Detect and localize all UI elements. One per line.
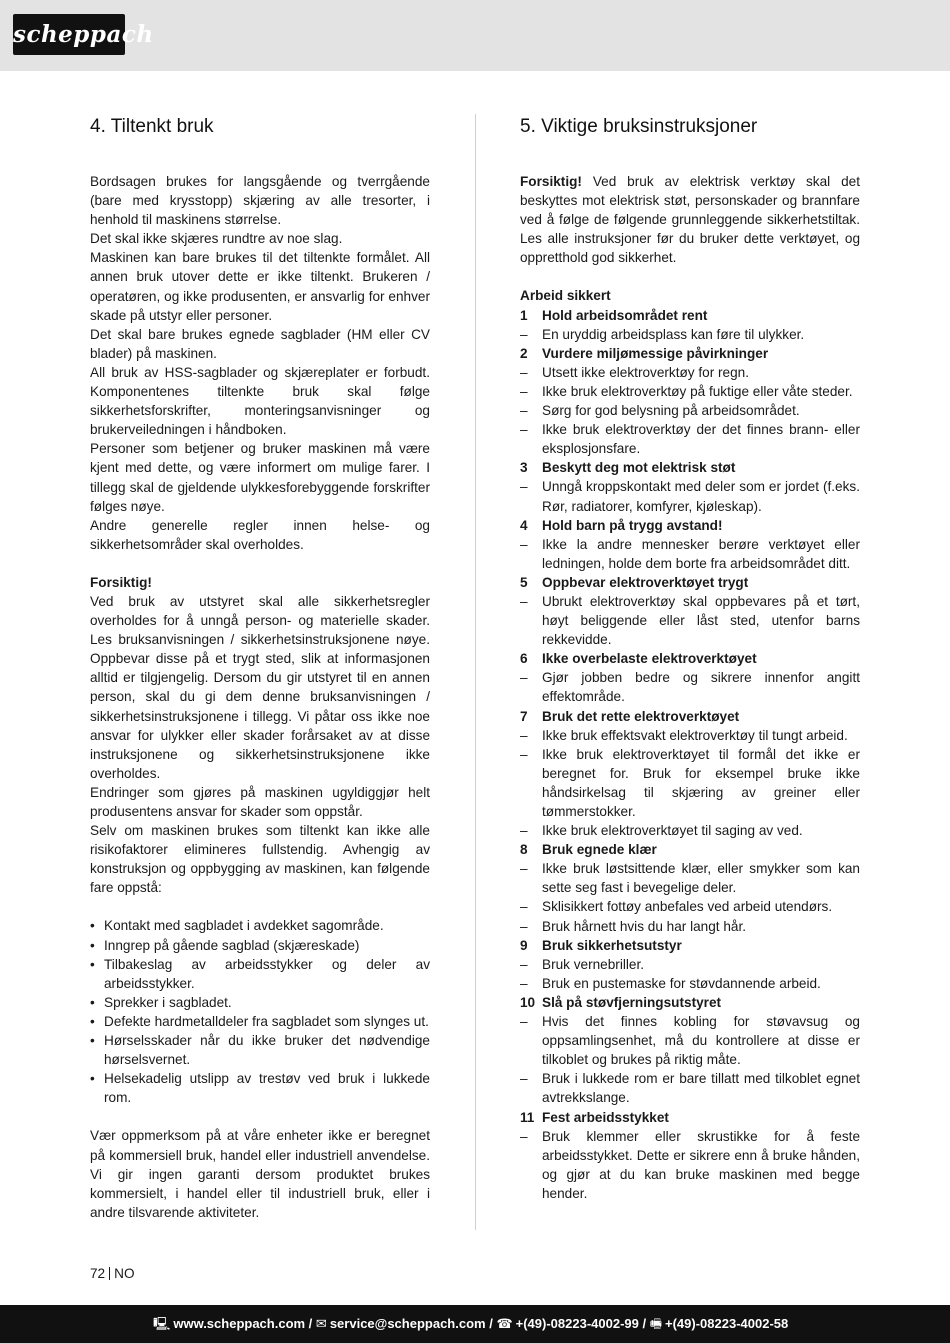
- hazard-item: • Sprekker i sagbladet.: [90, 993, 430, 1012]
- page-number-value: 72: [90, 1266, 106, 1281]
- instruction-heading: [520, 707, 860, 726]
- intro-paragraph: Andre generelle regler innen helse- og sikkerhetsområder skal overholdes.: [90, 517, 430, 552]
- instruction-item-text: Ikke bruk elektroverktøyet til formål det ikke er beregnet for. Bruk for eksempel bruke ikke håndsirkelsag til skjæring av greiner eller tømmerstokker.: [542, 746, 860, 819]
- page-separator: [109, 1267, 110, 1280]
- instruction-item-text: Utsett ikke elektroverktøy for regn.: [542, 364, 749, 380]
- instruction-title: Hold arbeidsområdet rent: [542, 307, 708, 323]
- instruction-item-text: Bruk i lukkede rom er bare tillatt med tilkoblet egnet avtrekkslange.: [542, 1071, 860, 1106]
- instruction-item-text: Bruk vernebriller.: [542, 956, 644, 972]
- footer-email[interactable]: service@scheppach.com /: [329, 1316, 493, 1331]
- phone-icon: ☎: [496, 1316, 513, 1331]
- instruction-item-text: Ikke bruk elektroverktøy på fuktige eller våte steder.: [542, 383, 853, 399]
- fax-icon: 🖷: [649, 1316, 662, 1331]
- instruction-item-text: Ikke bruk løstsittende klær, eller smykker som kan sette seg fast i bevegelige deler.: [542, 861, 860, 896]
- caution-paragraph: Endringer som gjøres på maskinen ugyldiggjør helt produsentens ansvar for skader som oppstår.: [90, 784, 430, 819]
- instruction-title: Bruk egnede klær: [542, 842, 657, 858]
- instruction-title: Bruk sikkerhetsutstyr: [542, 937, 682, 953]
- instruction-heading: [520, 840, 860, 859]
- instruction-item: – Sklisikkert fottøy anbefales ved arbeid utendørs.: [520, 897, 860, 916]
- caution-paragraph: Ved bruk av utstyret skal alle sikkerhetsregler overholdes for å unngå person- og materielle skader. Les bruksanvisningen / sikkerhetsinstruksjonene nøye. Oppbevar disse på et trygt sted, slik at informasjonen alltid er tilgjengelig. Dersom du gir utstyret til en annen person, skal du gi dem denne bruksanvisningen / sikkerhetsinstruksjonene i tillegg. Vi påtar oss ikke noe ansvar for ulykker eller skader forårsaket av at disse instruksjonene og sikkerhetsinstruksjonene ikke overholdes.: [90, 593, 430, 781]
- page-language: NO: [114, 1266, 135, 1281]
- closing-paragraph: Vær oppmerksom på at våre enheter ikke er beregnet på kommersiell bruk, handel eller industriell anvendelse. Vi gir ingen garanti dersom produktet brukes kommersielt, i handel eller til industriell bruk, eller i andre tilsvarende aktiviteter.: [90, 1128, 430, 1220]
- instruction-number: 4: [520, 517, 528, 533]
- instruction-heading: [520, 649, 860, 668]
- page-number: [90, 1265, 135, 1283]
- instruction-number: 1: [520, 307, 528, 323]
- work-safely-heading: Arbeid sikkert: [520, 288, 611, 304]
- hazard-item: • Kontakt med sagbladet i avdekket sagområde.: [90, 916, 430, 935]
- instruction-item-text: Hvis det finnes kobling for støvavsug og oppsamlingsenhet, må du kontrollere at disse er tilkoblet og brukes på riktig måte.: [542, 1014, 860, 1068]
- instruction-heading: [520, 936, 860, 955]
- instruction-item-text: Sklisikkert fottøy anbefales ved arbeid utendørs.: [542, 899, 833, 915]
- instruction-item: – Ikke la andre mennesker berøre verktøyet eller ledningen, holde dem borte fra arbeidsområdet ditt.: [520, 535, 860, 573]
- instruction-item: – En uryddig arbeidsplass kan føre til ulykker.: [520, 325, 860, 344]
- instruction-item: – Ikke bruk løstsittende klær, eller smykker som kan sette seg fast i bevegelige deler.: [520, 859, 860, 897]
- instruction-list: [520, 306, 860, 1203]
- instruction-title: Hold barn på trygg avstand!: [542, 517, 723, 533]
- instruction-number: 9: [520, 937, 528, 953]
- computer-icon: 🖳: [153, 1316, 171, 1331]
- instruction-item-text: Ikke bruk elektroverktøy der det finnes brann- eller eksplosjonsfare.: [542, 422, 860, 457]
- instruction-heading: [520, 516, 860, 535]
- instruction-title: Ikke overbelaste elektroverktøyet: [542, 651, 757, 667]
- left-column: [90, 114, 430, 1222]
- intro-paragraph: Bordsagen brukes for langsgående og tverrgående (bare med krysstopp) skjæring av alle tresorter, i henhold til maskinens størrelse.: [90, 174, 430, 228]
- footer-bar: [0, 1305, 950, 1343]
- footer-phone: +(49)-08223-4002-99 /: [515, 1316, 647, 1331]
- instruction-item-text: Ubrukt elektroverktøy skal oppbevares på et tørt, høyt beliggende eller låst sted, utenfor barns rekkevidde.: [542, 593, 860, 648]
- instruction-title: Beskytt deg mot elektrisk støt: [542, 460, 736, 476]
- instruction-title: Slå på støvfjerningsutstyret: [542, 994, 722, 1010]
- instruction-title: Bruk det rette elektroverktøyet: [542, 708, 740, 724]
- instruction-item: – Unngå kroppskontakt med deler som er jordet (f.eks. Rør, radiatorer, komfyrer, kjøleskap).: [520, 477, 860, 515]
- instruction-heading: [520, 1108, 860, 1127]
- instruction-item-text: Unngå kroppskontakt med deler som er jordet (f.eks. Rør, radiatorer, komfyrer, kjøleskap).: [542, 479, 860, 514]
- scheppach-logo: scheppach: [13, 14, 125, 55]
- instruction-item: – Ubrukt elektroverktøy skal oppbevares på et tørt, høyt beliggende eller låst sted, utenfor barns rekkevidde.: [520, 592, 860, 649]
- intro-paragraph: All bruk av HSS-sagblader og skjæreplater er forbudt. Komponentenes tiltenkte bruk skal følge sikkerhetsforskrifter, monteringsanvisninger og brukerveiledningen i håndboken.: [90, 364, 430, 438]
- instruction-item-text: Bruk klemmer eller skrustikke for å feste arbeidsstykket. Dette er sikrere enn å bruke hånden, og gjør at du kan bruke maskinen med begge hender.: [542, 1128, 860, 1201]
- intro-paragraph: Det skal ikke skjæres rundtre av noe slag.: [90, 231, 343, 247]
- instruction-heading: [520, 344, 860, 363]
- intro-paragraph: Det skal bare brukes egnede sagblader (HM eller CV blader) på maskinen.: [90, 326, 430, 361]
- caution-text: [90, 592, 430, 898]
- footer-fax: +(49)-08223-4002-58: [665, 1316, 789, 1331]
- hazard-item: • Hørselsskader når du ikke bruker det nødvendige hørselsvernet.: [90, 1031, 430, 1069]
- section-5-title: 5. Viktige bruksinstruksjoner: [520, 116, 758, 137]
- instruction-item: – Utsett ikke elektroverktøy for regn.: [520, 363, 860, 382]
- instruction-item: – Bruk vernebriller.: [520, 955, 860, 974]
- instruction-heading: [520, 458, 860, 477]
- caution-label: Forsiktig!: [520, 174, 582, 189]
- instruction-item: – Ikke bruk elektroverktøyet til formål det ikke er beregnet for. Bruk for eksempel bruke ikke håndsirkelsag til skjæring av greiner eller tømmerstokker.: [520, 745, 860, 821]
- instruction-heading: [520, 306, 860, 325]
- instruction-item-text: Ikke bruk effektsvakt elektroverktøy til tungt arbeid.: [542, 727, 848, 743]
- instruction-item: – Sørg for god belysning på arbeidsområdet.: [520, 401, 860, 420]
- right-column: [520, 114, 860, 1203]
- intro-paragraph: Maskinen kan bare brukes til det tiltenkte formålet. All annen bruk utover dette er ikke tiltenkt. Brukeren / operatøren, og ikke produsenten, er ansvarlig for enhver skade på utstyr eller personer.: [90, 250, 430, 323]
- instruction-item: – Bruk klemmer eller skrustikke for å feste arbeidsstykket. Dette er sikrere enn å bruke hånden, og gjør at du kan bruke maskinen med begge hender.: [520, 1127, 860, 1203]
- instruction-title: Oppbevar elektroverktøyet trygt: [542, 574, 749, 590]
- instruction-number: 11: [520, 1109, 535, 1125]
- instruction-item: – Ikke bruk elektroverktøy på fuktige eller våte steder.: [520, 382, 860, 401]
- instruction-number: 5: [520, 574, 528, 590]
- instruction-item-text: Ikke la andre mennesker berøre verktøyet eller ledningen, holde dem borte fra arbeidsområdet ditt.: [542, 536, 860, 571]
- instruction-item-text: Bruk hårnett hvis du har langt hår.: [542, 918, 747, 934]
- instruction-item: – Bruk i lukkede rom er bare tillatt med tilkoblet egnet avtrekkslange.: [520, 1069, 860, 1107]
- intro-paragraph: Personer som betjener og bruker maskinen må være kjent med dette, og være informert om mulige farer. I tillegg skal de gjeldende ulykkesforebyggende forskrifter følges nøye.: [90, 441, 430, 514]
- caution-paragraph: Selv om maskinen brukes som tiltenkt kan ikke alle risikofaktorer elimineres fullstendig. Avhengig av konstruksjon og oppbygging av maskinen, kan følgende fare oppstå:: [90, 823, 430, 896]
- instruction-item: – Bruk en pustemaske for støvdannende arbeid.: [520, 974, 860, 993]
- caution-paragraph: [520, 172, 860, 267]
- instruction-item: – Bruk hårnett hvis du har langt hår.: [520, 917, 860, 936]
- instruction-number: 6: [520, 651, 528, 667]
- hazard-list: [90, 916, 430, 1107]
- instruction-number: 8: [520, 842, 528, 858]
- instruction-item-text: Gjør jobben bedre og sikrere innenfor angitt effektområde.: [542, 670, 860, 705]
- hazard-item: • Tilbakeslag av arbeidsstykker og deler av arbeidsstykker.: [90, 955, 430, 993]
- footer-web[interactable]: www.scheppach.com /: [173, 1316, 313, 1331]
- header-band: [0, 0, 950, 71]
- instruction-item: – Ikke bruk effektsvakt elektroverktøy til tungt arbeid.: [520, 726, 860, 745]
- section-4-title: 4. Tiltenkt bruk: [90, 116, 214, 137]
- instruction-number: 10: [520, 994, 536, 1010]
- instruction-item-text: Sørg for god belysning på arbeidsområdet.: [542, 403, 800, 419]
- instruction-title: Fest arbeidsstykket: [542, 1109, 669, 1125]
- instruction-item: – Ikke bruk elektroverktøyet til saging av ved.: [520, 821, 860, 840]
- caution-body: Ved bruk av elektrisk verktøy skal det beskyttes mot elektrisk støt, personskader og brannfare ved å følge de følgende grunnleggende sikkerhetstiltak. Les alle instruksjoner før du bruker dette verktøyet, og oppretthold god sikkerhet.: [520, 174, 860, 266]
- mail-icon: ✉: [315, 1316, 327, 1331]
- caution-heading: Forsiktig!: [90, 574, 152, 590]
- instruction-number: 2: [520, 345, 528, 361]
- instruction-number: 3: [520, 460, 528, 476]
- column-divider: [475, 114, 476, 1230]
- instruction-item-text: Bruk en pustemaske for støvdannende arbeid.: [542, 975, 821, 991]
- instruction-item-text: Ikke bruk elektroverktøyet til saging av ved.: [542, 823, 803, 839]
- instruction-heading: [520, 993, 860, 1012]
- instruction-number: 7: [520, 708, 528, 724]
- intro-text: [90, 172, 430, 554]
- instruction-item: – Hvis det finnes kobling for støvavsug og oppsamlingsenhet, må du kontrollere at disse er tilkoblet og brukes på riktig måte.: [520, 1012, 860, 1069]
- instruction-title: Vurdere miljømessige påvirkninger: [542, 345, 769, 361]
- hazard-item: • Inngrep på gående sagblad (skjæreskade): [90, 936, 430, 955]
- instruction-item: – Gjør jobben bedre og sikrere innenfor angitt effektområde.: [520, 668, 860, 706]
- instruction-heading: [520, 573, 860, 592]
- instruction-item-text: En uryddig arbeidsplass kan føre til ulykker.: [542, 326, 805, 342]
- hazard-item: • Defekte hardmetalldeler fra sagbladet som slynges ut.: [90, 1012, 430, 1031]
- hazard-item: • Helsekadelig utslipp av trestøv ved bruk i lukkede rom.: [90, 1069, 430, 1107]
- instruction-item: – Ikke bruk elektroverktøy der det finnes brann- eller eksplosjonsfare.: [520, 420, 860, 458]
